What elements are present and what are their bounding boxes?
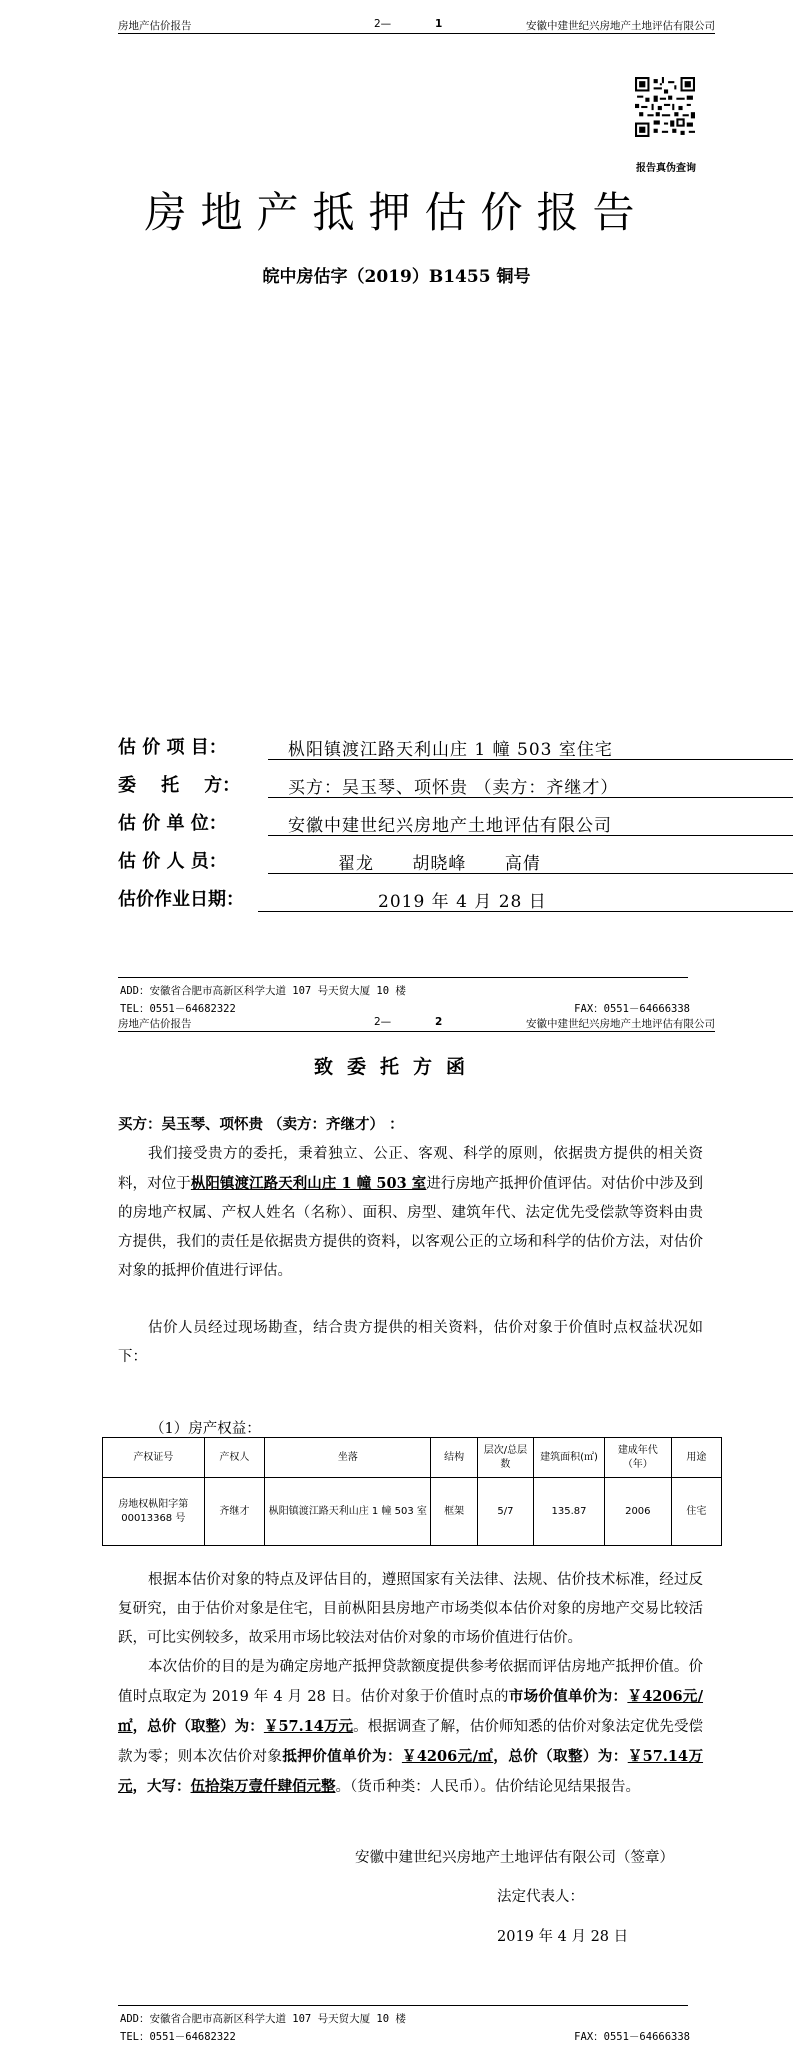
mortgage-unit-price: ￥4206元/㎡ (401, 1748, 494, 1765)
header-rule (118, 1031, 715, 1032)
signature-date: 2019 年 4 月 28 日 (497, 1929, 629, 1945)
mortgage-total-label: ，总价（取整）为： (493, 1748, 628, 1765)
footer-fax: FAX：0551－64666338 (574, 1003, 690, 1015)
footer-rule (118, 977, 688, 978)
paragraph-1 (118, 1140, 703, 1286)
table-header-row (103, 1438, 722, 1478)
footer-rule (118, 2005, 688, 2006)
header-left: 房地产估价报告 (118, 20, 192, 32)
table-header-cell: 用途 (671, 1438, 721, 1478)
table-cell: 135.87 (534, 1478, 605, 1546)
paragraph-4 (118, 1653, 703, 1802)
header-right: 安徽中建世纪兴房地产土地评估有限公司 (526, 1018, 715, 1030)
mortgage-unit-label: 抵押价值单价为： (282, 1748, 402, 1765)
footer-tel: TEL：0551－64682322 (120, 1003, 236, 1015)
header-rule (118, 33, 715, 34)
table-cell: 房地权枞阳字第 00013368 号 (103, 1478, 205, 1546)
info-value: 安徽中建世纪兴房地产土地评估有限公司 (268, 811, 793, 836)
info-label: 委 托 方： (118, 775, 241, 796)
table-header-cell: 层次/总层数 (477, 1438, 533, 1478)
market-total-price: ￥57.14万元 (263, 1718, 354, 1735)
table-header-cell: 坐落 (265, 1438, 431, 1478)
para4-text-end: 。（货币种类：人民币）。估价结论见结果报告。 (335, 1779, 640, 1795)
document-number: 皖中房估字（2019）B1455 铜号 (262, 267, 531, 287)
para4-text-mid: 。根据调查了解，估价师知悉的估价对象法定优先受偿款为零；则本次估价对象 (118, 1719, 704, 1765)
table-cell: 2006 (604, 1478, 671, 1546)
table-header-cell: 结构 (431, 1438, 477, 1478)
info-label: 估 价 人 员： (118, 851, 227, 872)
info-value: 2019 年 4 月 28 日 (258, 887, 793, 912)
table-header-cell: 产权人 (204, 1438, 265, 1478)
qr-caption: 报告真伪查询 (636, 163, 696, 174)
table-header-cell: 产权证号 (103, 1438, 205, 1478)
mortgage-total-price: ￥57.14万元 (118, 1748, 704, 1795)
uppercase-amount: 伍拾柒万壹仟肆佰元整 (190, 1778, 336, 1795)
letter-title: 致委托方函 (313, 1056, 479, 1078)
market-unit-price: ￥4206元/㎡ (118, 1688, 704, 1735)
header-left: 房地产估价报告 (118, 1018, 192, 1030)
para1-text: 我们接受贵方的委托，秉着独立、公正、客观、科学的原则，依据贵方提供的相关资料，对位于 (118, 1146, 703, 1192)
header-page-prefix: 2— (374, 18, 392, 30)
footer-address: ADD：安徽省合肥市高新区科学大道 107 号天贸大厦 10 楼 (120, 2013, 406, 2025)
table-cell: 齐继才 (204, 1478, 265, 1546)
info-label: 估价作业日期： (118, 889, 244, 910)
table-cell: 5/7 (477, 1478, 533, 1546)
paragraph-3: 根据本估价对象的特点及评估目的，遵照国家有关法律、法规、估价技术标准，经过反复研究，由于估价对象是住宅，目前枞阳县房地产市场类似本估价对象的房地产交易比较活跃，可比实例较多，故采用市场比较法对估价对象的市场价值进行估价。 (118, 1572, 703, 1646)
header-page-num: 2 (435, 1016, 443, 1028)
footer-fax: FAX：0551－64666338 (574, 2031, 690, 2043)
table-cell: 框架 (431, 1478, 477, 1546)
property-rights-table (102, 1437, 722, 1546)
signer-company: 安徽中建世纪兴房地产土地评估有限公司（签章） (355, 1850, 674, 1866)
header-right: 安徽中建世纪兴房地产土地评估有限公司 (526, 20, 715, 32)
info-value: 翟龙 胡晓峰 高倩 (268, 849, 793, 874)
info-value: 买方：吴玉琴、项怀贵 （卖方：齐继才） (268, 773, 793, 798)
table-row (103, 1478, 722, 1546)
table-cell: 枞阳镇渡江路天利山庄 1 幢 503 室 (265, 1478, 431, 1546)
footer-tel: TEL：0551－64682322 (120, 2031, 236, 2043)
table-header-cell: 建筑面积(㎡) (534, 1438, 605, 1478)
para4-text: 本次估价的目的是为确定房地产抵押贷款额度提供参考依据而评估房地产抵押价值。价值时点取定为 2019 年 4 月 28 日。估价对象于价值时点的 (118, 1659, 703, 1705)
table-cell: 住宅 (671, 1478, 721, 1546)
rights-subheading: （1）房产权益： (150, 1421, 261, 1437)
report-title: 房地产抵押估价报告 (144, 188, 649, 237)
info-label: 估 价 单 位： (118, 813, 227, 834)
para1-text-end: 进行房地产抵押价值评估。对估价中涉及到的房地产权属、产权人姓名（名称）、面积、房型、建筑年代、法定优先受偿款等资料由贵方提供，我们的责任是依据贵方提供的资料，以客观公正的立场和科学的估价方法，对估价对象的抵押价值进行评估。 (118, 1176, 703, 1279)
market-unit-label: 市场价值单价为： (508, 1688, 628, 1705)
table-header-cell: 建成年代（年） (604, 1438, 671, 1478)
header-page-prefix: 2— (374, 1016, 392, 1028)
footer-address: ADD：安徽省合肥市高新区科学大道 107 号天贸大厦 10 楼 (120, 985, 406, 997)
salutation: 买方：吴玉琴、项怀贵 （卖方：齐继才） ： (118, 1116, 404, 1133)
qr-code-icon[interactable] (635, 77, 695, 137)
header-page-num: 1 (435, 18, 443, 30)
info-value: 枞阳镇渡江路天利山庄 1 幢 503 室住宅 (268, 735, 793, 760)
uppercase-label: ，大写： (132, 1778, 191, 1795)
market-total-label: ，总价（取整）为： (132, 1718, 264, 1735)
info-label: 估 价 项 目： (118, 737, 227, 758)
property-address: 枞阳镇渡江路天利山庄 1 幢 503 室 (190, 1175, 427, 1192)
legal-representative: 法定代表人： (497, 1889, 584, 1905)
paragraph-2: 估价人员经过现场勘查，结合贵方提供的相关资料，估价对象于价值时点权益状况如下： (118, 1320, 703, 1365)
